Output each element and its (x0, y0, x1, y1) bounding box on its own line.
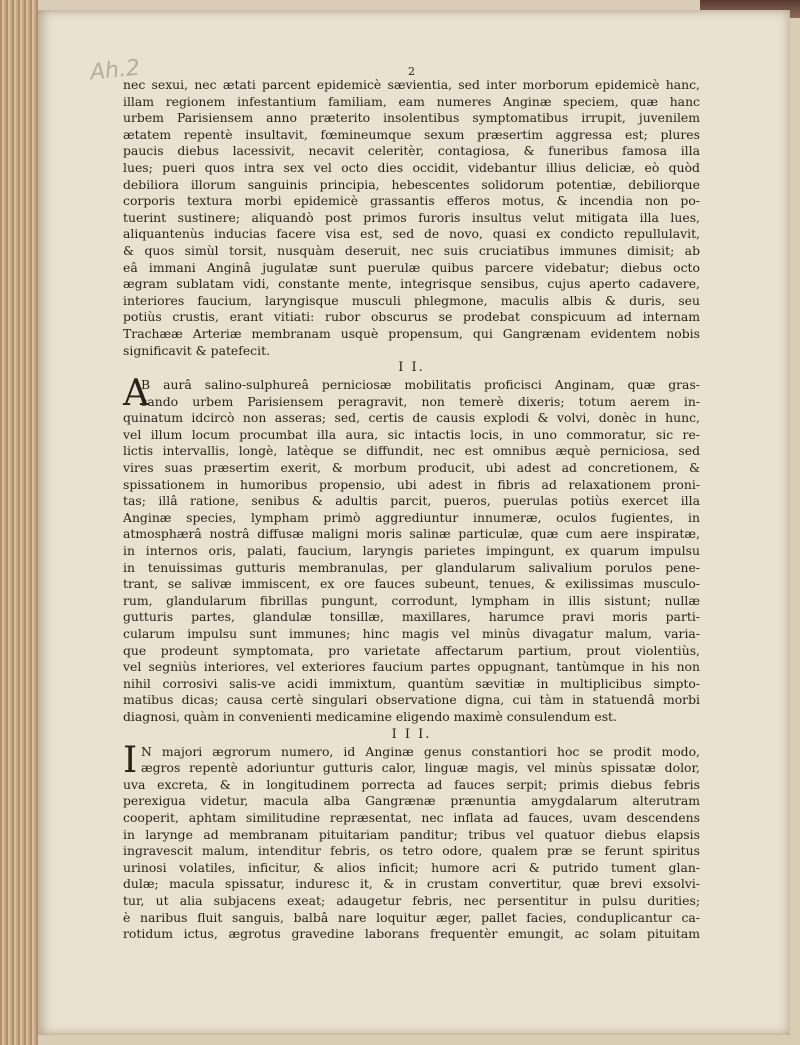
text-line: in tenuissimas gutturis membranulas, per glandularum salivalium porulos pene- (123, 559, 700, 575)
text-line: quinatum idcircò non asseras; sed, certis de causis explodi & volvi, donèc in hunc, (123, 410, 700, 426)
text-line: N majori ægrorum numero, id Anginæ genus constantiori hoc se prodit modo, (141, 743, 700, 759)
text-line: cularum impulsu sunt immunes; hinc magis vel minùs divagatur malum, varia- (123, 626, 700, 641)
text-line: Anginæ species, lympham primò aggrediuntur innumeræ, oculos fugientes, in (123, 509, 700, 525)
text-line: tur, ut alia subjacens exeat; adaugetur febris, nec persentitur in pulsu durities; (123, 892, 700, 908)
text-line: urbem Parisiensem anno præterito insolentibus symptomatibus irrupit, juvenilem (123, 110, 700, 126)
text-line: ægros repentè adoriuntur gutturis calor, linguæ magis, vel minùs spissatæ dolor, (141, 760, 700, 776)
text-line: debiliora illorum sanguinis principia, hebescentes solidorum potentiæ, debiliorque (123, 176, 700, 192)
text-line: eâ immani Anginâ jugulatæ sunt puerulæ quibus parcere videbatur; diebus octo (123, 259, 700, 275)
text-line: dulæ; macula spissatur, induresc it, & in crustam convertitur, quæ brevi exsolvi- (123, 876, 700, 892)
text-line: in internos oris, palati, faucium, laryngis parietes impingunt, ex quarum impulsu (123, 543, 700, 559)
section-2-paragraph (123, 373, 700, 725)
section-heading-2: I I. (398, 360, 425, 376)
text-line: tas; illâ ratione, senibus & adultis parcit, pueros, puerulas potiùs exercet illa (123, 493, 700, 509)
text-line: rotidum ictus, ægrotus gravedine laborans frequentèr emungit, ac solam pituitam (123, 926, 700, 942)
text-line: matibus dicas; causa certè singulari observatione digna, cui tàm in statuendâ morbi (123, 692, 700, 708)
text-line: rum, glandularum fibrillas pungunt, corrodunt, lympham in illis sistunt; nullæ (123, 592, 700, 608)
text-line: B aurâ salino-sulphureâ perniciosæ mobilitatis proficisci Anginam, quæ gras- (141, 377, 700, 393)
text-line: uva excreta, & in longitudinem porrecta ad fauces serpit; primis diebus febris (123, 776, 700, 792)
text-line: è naribus fluit sanguis, balbâ nare loquitur æger, pallet facies, conduplicantur ca- (123, 909, 700, 925)
text-line: in larynge ad membranam pituitariam panditur; tribus vel quatuor diebus elapsis (123, 826, 700, 842)
text-line: & quos simùl torsit, nusquàm deseruit, nec suis cruciatibus immunes dimisit; ab (123, 242, 700, 258)
pencil-annotation: Ah.2 (88, 55, 142, 86)
text-line: vel segniùs interiores, vel exteriores faucium partes oppugnant, tantùmque in his non (123, 659, 700, 675)
text-line: vires suas præsertim exerit, & morbum producit, ubi adest ad concretionem, & (123, 460, 700, 476)
text-line: tuerint sustinere; aliquandò post primos furoris insultus velut mitigata illa lues, (123, 209, 700, 225)
section-heading-3: I I I. (391, 726, 432, 742)
text-line: ingravescit malum, intenditur febris, os tetro odore, qualem præ se ferunt spiritus (123, 843, 700, 859)
text-line: Trachææ Arteriæ membranam usquè propensum, qui Gangrænam evidentem nobis (123, 325, 700, 341)
text-line: diagnosi, quàm in convenienti medicamine eligendo maximè consulendum est. (123, 708, 617, 724)
section-2-lines (123, 373, 700, 725)
book-binding-edge (0, 0, 38, 1045)
text-line: significavit & patefecit. (123, 342, 271, 358)
text-line: corporis textura morbi epidemicè grassantis efferos motus, & incendia non po- (123, 193, 700, 209)
text-line: paucis diebus lacessivit, necavit celeritèr, contagiosa, & funeribus famosa illa (123, 143, 700, 159)
text-line: que prodeunt symptomata, pro varietate affectarum partium, prout violentiùs, (123, 642, 700, 658)
text-line: lictis intervallis, longè, latèque se diffundit, nec est omnibus æquè perniciosa, sed (123, 443, 700, 459)
text-line: nec sexui, nec ætati parcent epidemicè sævientia, sed inter morborum epidemicè hanc, (123, 77, 700, 92)
text-line: sando urbem Parisiensem peragravit, non temerè dixeris; totum aerem in- (141, 393, 700, 409)
text-line: ægram sublatam vidi, constante mente, integrisque sensibus, cujus aperto cadavere, (123, 276, 700, 292)
drop-cap-i: I (123, 739, 138, 781)
text-line: trant, se salivæ immiscent, ex ore fauces subeunt, tenues, & exilissimas musculo- (123, 576, 700, 592)
text-line: ætatem repentè insultavit, fœmineumque sexum præsertim aggressa est; plures (123, 126, 700, 142)
section-3-paragraph (123, 739, 700, 943)
section-3-lines (123, 739, 700, 943)
text-line: gutturis partes, glandulæ tonsillæ, maxillares, harumce pravi moris parti- (123, 609, 700, 625)
text-line: potiùs crustis, erant vitiati: rubor obscurus se prodebat conspicuum ad internam (123, 309, 700, 325)
text-line: cooperit, aphtam similitudine repræsentat, nec inflata ad fauces, uvam descendens (123, 809, 700, 825)
text-line: urinosi volatiles, inficitur, & alios inficit; humore acri & putrido tument glan- (123, 859, 700, 875)
text-line: spissationem in humoribus propensio, ubi adest in fibris ad relaxationem proni- (123, 476, 700, 492)
text-line: illam regionem infestantium familiam, eam numeres Anginæ speciem, quæ hanc (123, 93, 700, 109)
drop-cap-a: A (123, 373, 149, 415)
text-line: lues; pueri quos intra sex vel octo dies occidit, videbantur illius deliciæ, eò quòd (123, 159, 700, 175)
text-line: nihil corrosivi salis-ve acidi immixtum, quantùm sævitiæ in multiplicibus simpto- (123, 675, 700, 691)
text-block (123, 65, 700, 943)
text-line: atmosphærâ nostrâ diffusæ maligni moris salinæ particulæ, quæ cum aere inspiratæ, (123, 526, 700, 542)
page-number: 2 (408, 65, 415, 78)
intro-paragraph (123, 77, 700, 359)
text-line: vel illum locum procumbat illa aura, sic intactis locis, in uno commoratur, sic re- (123, 426, 700, 442)
text-line: interiores faucium, laryngisque musculi phlegmone, maculis albis & duris, seu (123, 292, 700, 308)
text-line: perexigua videtur, macula alba Gangrænæ prænuntia amygdalarum alterutram (123, 793, 700, 809)
text-line: aliquantenùs inducias facere visa est, sed de novo, quasi ex condicto repullulavit, (123, 226, 700, 242)
